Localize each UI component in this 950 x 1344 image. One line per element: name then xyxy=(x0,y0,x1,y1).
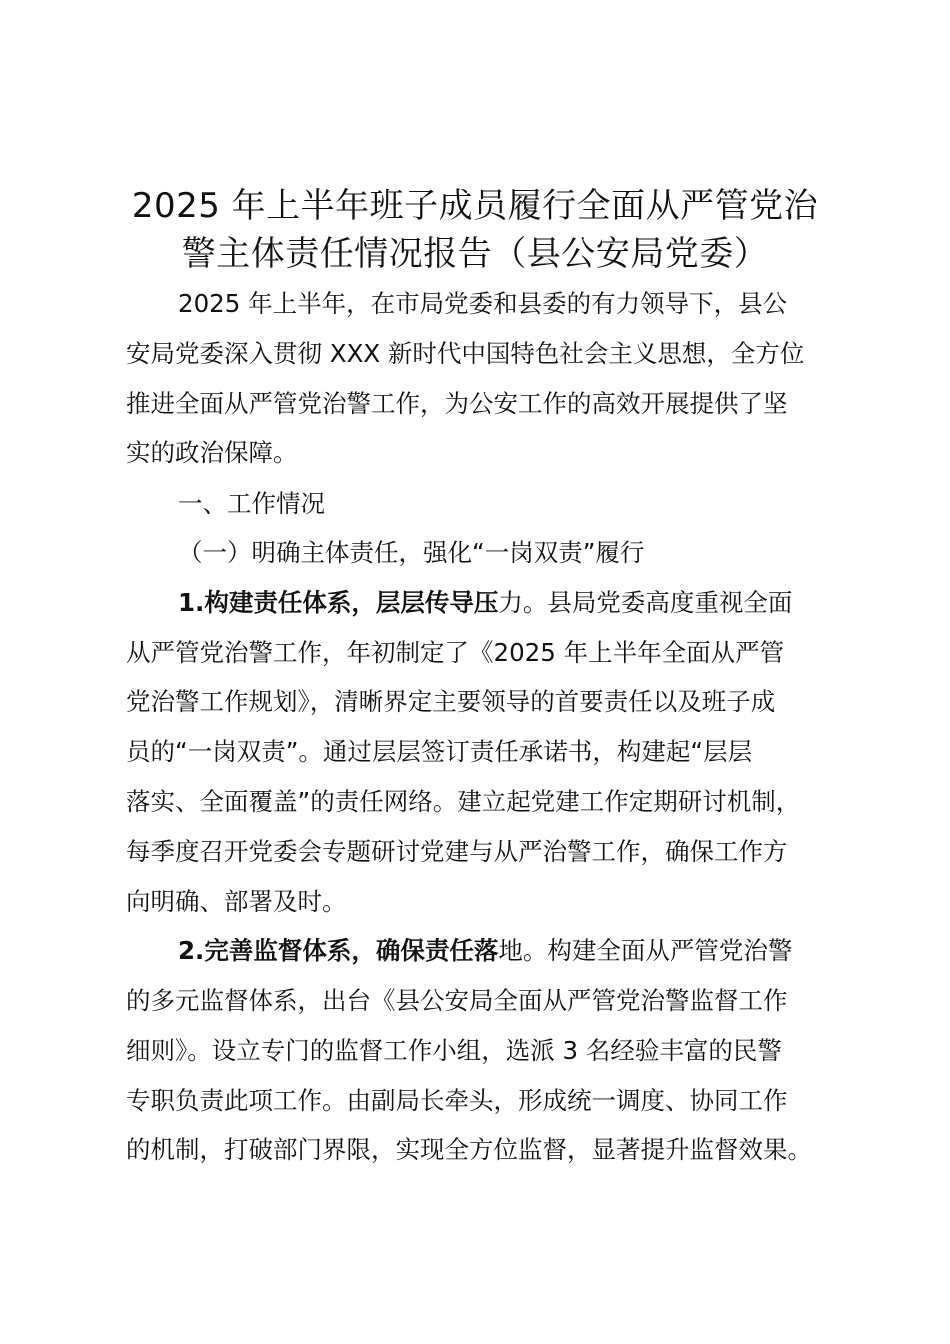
para1-bold-lead: 1.构建责任体系，层层传导压 xyxy=(178,588,499,617)
intro-line-1: 2025 年上半年，在市局党委和县委的有力领导下，县公 xyxy=(178,289,788,318)
para2-line-4: 专职负责此项工作。由副局长牵头，形成统一调度、协同工作 xyxy=(126,1086,788,1115)
section-heading: 一、工作情况 xyxy=(178,489,325,518)
document-title-line-1: 2025 年上半年班子成员履行全面从严管党治 xyxy=(131,186,819,226)
para2-line-5: 的机制，打破部门界限，实现全方位监督，显著提升监督效果。 xyxy=(126,1135,812,1164)
intro-line-4: 实的政治保障。 xyxy=(126,438,298,467)
para1-line-2: 从严管党治警工作，年初制定了《2025 年上半年全面从严管 xyxy=(126,638,785,667)
para2-line-2: 的多元监督体系，出台《县公安局全面从严管党治警监督工作 xyxy=(126,986,788,1015)
intro-line-2: 安局党委深入贯彻 XXX 新时代中国特色社会主义思想，全方位 xyxy=(126,339,805,368)
subsection-heading: （一）明确主体责任，强化“一岗双责”履行 xyxy=(178,538,645,567)
para1-line-4: 员的“一岗双责”。通过层层签订责任承诺书，构建起“层层 xyxy=(126,737,753,766)
para1-first-line xyxy=(178,587,792,619)
para1-line-6: 每季度召开党委会专题研讨党建与从严治警工作，确保工作方 xyxy=(126,837,788,866)
para2-first-line xyxy=(178,935,792,967)
para2-bold-lead: 2.完善监督体系，确保责任落 xyxy=(178,936,499,965)
para1-line-7: 向明确、部署及时。 xyxy=(126,887,347,916)
document-title-line-2: 警主体责任情况报告（县公安局党委） xyxy=(181,234,769,274)
intro-line-3: 推进全面从严管党治警工作，为公安工作的高效开展提供了坚 xyxy=(126,389,788,418)
para1-line-5: 落实、全面覆盖”的责任网络。建立起党建工作定期研讨机制， xyxy=(126,787,801,816)
para1-line-3: 党治警工作规划》，清晰界定主要领导的首要责任以及班子成 xyxy=(126,687,776,716)
para2-lead-rest: 地。构建全面从严管党治警 xyxy=(498,936,793,965)
para1-lead-rest: 力。县局党委高度重视全面 xyxy=(498,588,793,617)
para2-line-3: 细则》。设立专门的监督工作小组，选派 3 名经验丰富的民警 xyxy=(126,1036,782,1065)
